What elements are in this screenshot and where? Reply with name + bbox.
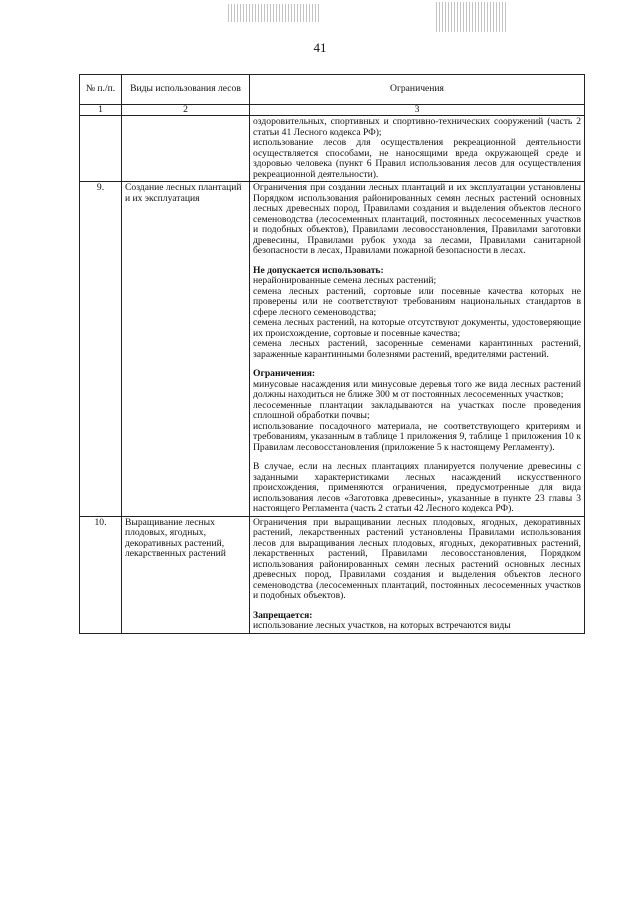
list-item: семена лесных растений, засоренные семенами карантинных растений, зараженные карантинными болезнями растений, вредителями растений. xyxy=(253,338,581,360)
table-row-9 xyxy=(80,182,585,517)
list-item: нерайонированные семена лесных растений; xyxy=(253,275,437,286)
restriction-intro: Ограничения при выращивании лесных плодовых, ягодных, декоративных растений, лекарственных растений установлены Правилами использования лесов для выращивания лесных плодовых, ягодных, декоративных растений, лекарственных растений, Правилами лесовосстановления, Порядком использования районированных семян лесных растений основных лесных древесных пород, Правилами создания и выделения объектов лесного семеноводства (лесосеменных плантаций, постоянных лесосеменных участков и подобных объектов). xyxy=(253,516,581,601)
restriction-closing: В случае, если на лесных плантациях планируется получение древесины с заданными характеристиками лесных насаждений искусственного происхождения, применяются ограничения, предусмотренные для вида использования лесов «Заготовка древесины», указанные в пункте 23 главы 3 настоящего Регламента (часть 2 статьи 42 Лесного кодекса РФ). xyxy=(253,461,581,514)
list-item: минусовые насаждения или минусовые деревья того же вида лесных растений должны находиться не ближе 300 м от постоянных лесосеменных участков; xyxy=(253,378,581,400)
header-number: № п./п. xyxy=(80,75,122,105)
column-number-row xyxy=(80,105,585,116)
table-header-row xyxy=(80,75,585,105)
table-row-continuation xyxy=(80,116,585,182)
column-number: 3 xyxy=(250,105,585,116)
restrictions-cell xyxy=(250,116,585,182)
scan-artifact xyxy=(228,4,320,22)
restriction-text: оздоровительных, спортивных и спортивно-технических сооружений (часть 2 статьи 41 Лесного кодекса РФ); xyxy=(253,116,581,138)
row-number: 9. xyxy=(80,182,122,517)
section-heading: Не допускается использовать: xyxy=(253,264,384,276)
section-heading: Ограничения: xyxy=(253,368,316,379)
list-item: семена лесных растений, сортовые или посевные качества которых не проверены или не соответствуют требованиям национальных стандартов в сфере лесного семеноводства; xyxy=(253,285,581,318)
list-item: семена лесных растений, на которые отсутствуют документы, удостоверяющие их происхождение, сортовые и посевные качества; xyxy=(253,317,581,339)
row-number: 10. xyxy=(80,516,122,633)
restrictions-cell xyxy=(250,516,585,633)
section-heading: Запрещается: xyxy=(253,609,313,621)
column-number: 2 xyxy=(122,105,250,116)
table-row-10 xyxy=(80,516,585,633)
usage-kind: Создание лесных плантаций и их эксплуатация xyxy=(122,182,250,517)
list-item: лесосеменные плантации закладываются на участках после проведения сплошной обработки почвы; xyxy=(253,399,581,421)
header-usage-kind: Виды использования лесов xyxy=(122,75,250,105)
list-item: использование посадочного материала, не соответствующего критериям и требованиям, указанным в таблице 1 приложения 9, таблице 1 приложения 10 к Правилам лесовосстановления (приложение 5 к настоящему Регламенту). xyxy=(253,420,581,453)
restriction-text: использование лесов для осуществления рекреационной деятельности осуществляется способами, не наносящими вреда окружающей среде и здоровью человека (пункт 6 Правил использования лесов для осуществления рекреационной деятельности). xyxy=(253,137,581,180)
restrictions-table xyxy=(79,74,585,634)
list-item: использование лесных участков, на которых встречаются виды xyxy=(253,620,511,631)
header-restrictions: Ограничения xyxy=(250,75,585,105)
restrictions-cell xyxy=(250,182,585,517)
restriction-intro: Ограничения при создании лесных плантаций и их эксплуатации установлены Порядком использования районированных семян лесных растений основных лесных древесных пород, Правилами создания и выделения объектов лесного семеноводства (лесосеменных плантаций, постоянных лесосеменных участков и подобных объектов), Правилами лесовосстановления, Правилами заготовки древесины, Правилами рубок ухода за лесами, Правилами санитарной безопасности в лесах, Правилами пожарной безопасности в лесах. xyxy=(253,182,581,256)
column-number: 1 xyxy=(80,105,122,116)
page-number: 41 xyxy=(313,40,327,55)
scan-artifact xyxy=(436,2,506,32)
usage-kind: Выращивание лесных плодовых, ягодных, декоративных растений, лекарственных растений xyxy=(122,516,250,633)
